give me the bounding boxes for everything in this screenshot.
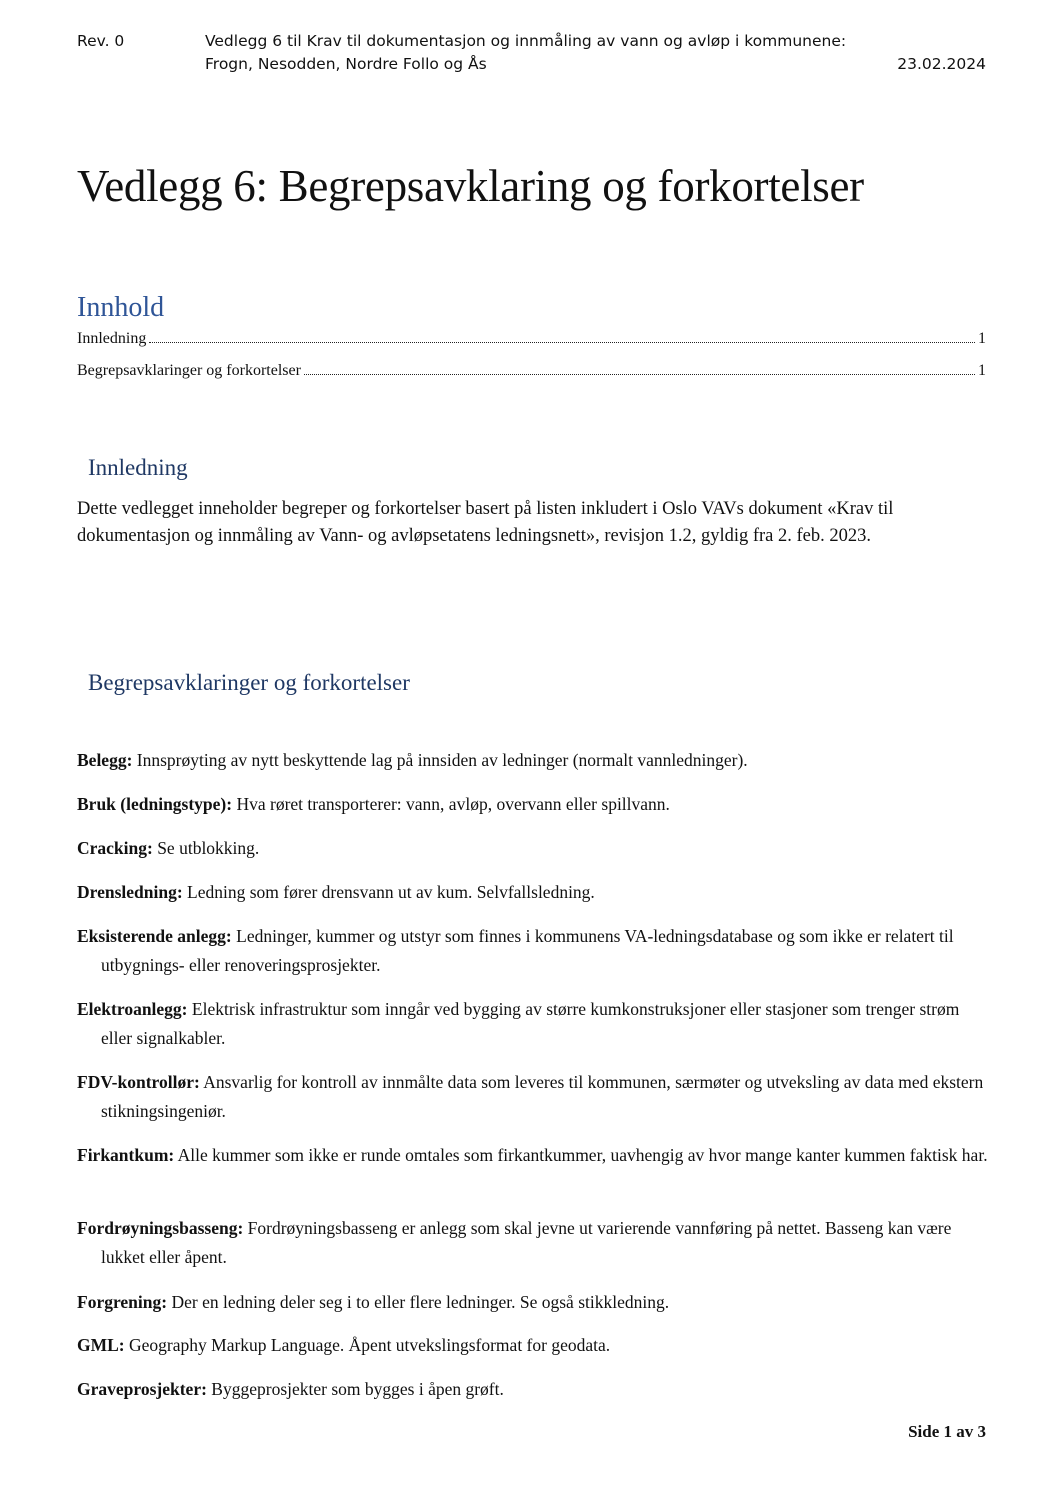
toc-entry-begrepsavklaringer[interactable] xyxy=(77,362,986,380)
term-entry xyxy=(77,1288,989,1317)
term-name: GML: xyxy=(77,1335,125,1355)
term-entry xyxy=(77,834,989,863)
term-name: Elektroanlegg: xyxy=(77,999,188,1019)
term-name: Drensledning: xyxy=(77,882,183,902)
term-entry xyxy=(77,995,989,1053)
toc-entry-page: 1 xyxy=(978,330,986,347)
term-name: Graveprosjekter: xyxy=(77,1379,207,1399)
term-name: Bruk (ledningstype): xyxy=(77,794,233,814)
term-name: Cracking: xyxy=(77,838,153,858)
term-definition: Hva røret transporterer: vann, avløp, overvann eller spillvann. xyxy=(232,794,670,814)
term-entry xyxy=(77,746,989,775)
toc-entry-label: Begrepsavklaringer og forkortelser xyxy=(77,362,301,379)
term-definition: Elektrisk infrastruktur som inngår ved bygging av større kumkonstruksjoner eller stasjoner som trenger strøm eller signalkabler. xyxy=(101,999,960,1048)
page-number-footer: Side 1 av 3 xyxy=(908,1422,986,1441)
term-definition: Ledninger, kummer og utstyr som finnes i kommunens VA-ledningsdatabase og som ikke er relatert til utbygnings- eller renoveringsprosjekter. xyxy=(101,926,954,975)
term-definition: Ledning som fører drensvann ut av kum. Selvfallsledning. xyxy=(182,882,595,902)
header-title-line1: Vedlegg 6 til Krav til dokumentasjon og innmåling av vann og avløp i kommunene: xyxy=(205,32,847,50)
toc-entry-label: Innledning xyxy=(77,330,147,347)
term-name: Fordrøyningsbasseng: xyxy=(77,1218,244,1238)
toc-leader-dots xyxy=(149,341,975,343)
term-definition: Innsprøyting av nytt beskyttende lag på innsiden av ledninger (normalt vannledninger). xyxy=(132,750,748,770)
term-definition: Se utblokking. xyxy=(152,838,260,858)
term-entry xyxy=(77,1141,989,1170)
term-definition: Alle kummer som ikke er runde omtales som firkantkummer, uavhengig av hvor mange kanter kummen faktisk har. xyxy=(174,1145,988,1165)
header-title-line2: Frogn, Nesodden, Nordre Follo og Ås xyxy=(205,55,487,73)
term-name: Belegg: xyxy=(77,750,133,770)
innledning-paragraph: Dette vedlegget inneholder begreper og forkortelser basert på listen inkludert i Oslo VAVs dokument «Krav til dokumentasjon og innmåling av Vann- og avløpsetatens ledningsnett», revisjon 1.2, gyldig fra 2. feb. 2023. xyxy=(77,499,894,546)
term-definition: Fordrøyningsbasseng er anlegg som skal jevne ut varierende vannføring på nettet. Basseng kan være lukket eller åpent. xyxy=(101,1218,952,1267)
term-entry xyxy=(77,790,989,819)
term-definition: Der en ledning deler seg i to eller flere ledninger. Se også stikkledning. xyxy=(167,1292,670,1312)
term-entry xyxy=(77,1375,989,1404)
toc-heading: Innhold xyxy=(77,292,165,323)
toc-leader-dots xyxy=(304,373,975,375)
header-revision: Rev. 0 xyxy=(77,32,125,50)
term-name: Forgrening: xyxy=(77,1292,168,1312)
document-title: Vedlegg 6: Begrepsavklaring og forkortelser xyxy=(77,161,864,211)
term-entry xyxy=(77,878,989,907)
term-name: FDV-kontrollør: xyxy=(77,1072,200,1092)
term-definition: Byggeprosjekter som bygges i åpen grøft. xyxy=(206,1379,504,1399)
toc-entry-innledning[interactable] xyxy=(77,330,986,348)
section-heading-begreper: Begrepsavklaringer og forkortelser xyxy=(88,670,410,695)
term-definition: Ansvarlig for kontroll av innmålte data som leveres til kommunen, særmøter og utveksling av data med ekstern stikningsingeniør. xyxy=(101,1072,984,1121)
toc-entry-page: 1 xyxy=(978,362,986,379)
term-name: Firkantkum: xyxy=(77,1145,175,1165)
header-date: 23.02.2024 xyxy=(897,55,986,73)
term-entry xyxy=(77,1214,989,1272)
section-heading-innledning: Innledning xyxy=(88,455,188,480)
term-entry xyxy=(77,1331,989,1360)
term-name: Eksisterende anlegg: xyxy=(77,926,232,946)
term-entry xyxy=(77,922,989,980)
term-entry xyxy=(77,1068,989,1126)
term-definition: Geography Markup Language. Åpent utvekslingsformat for geodata. xyxy=(124,1335,611,1355)
